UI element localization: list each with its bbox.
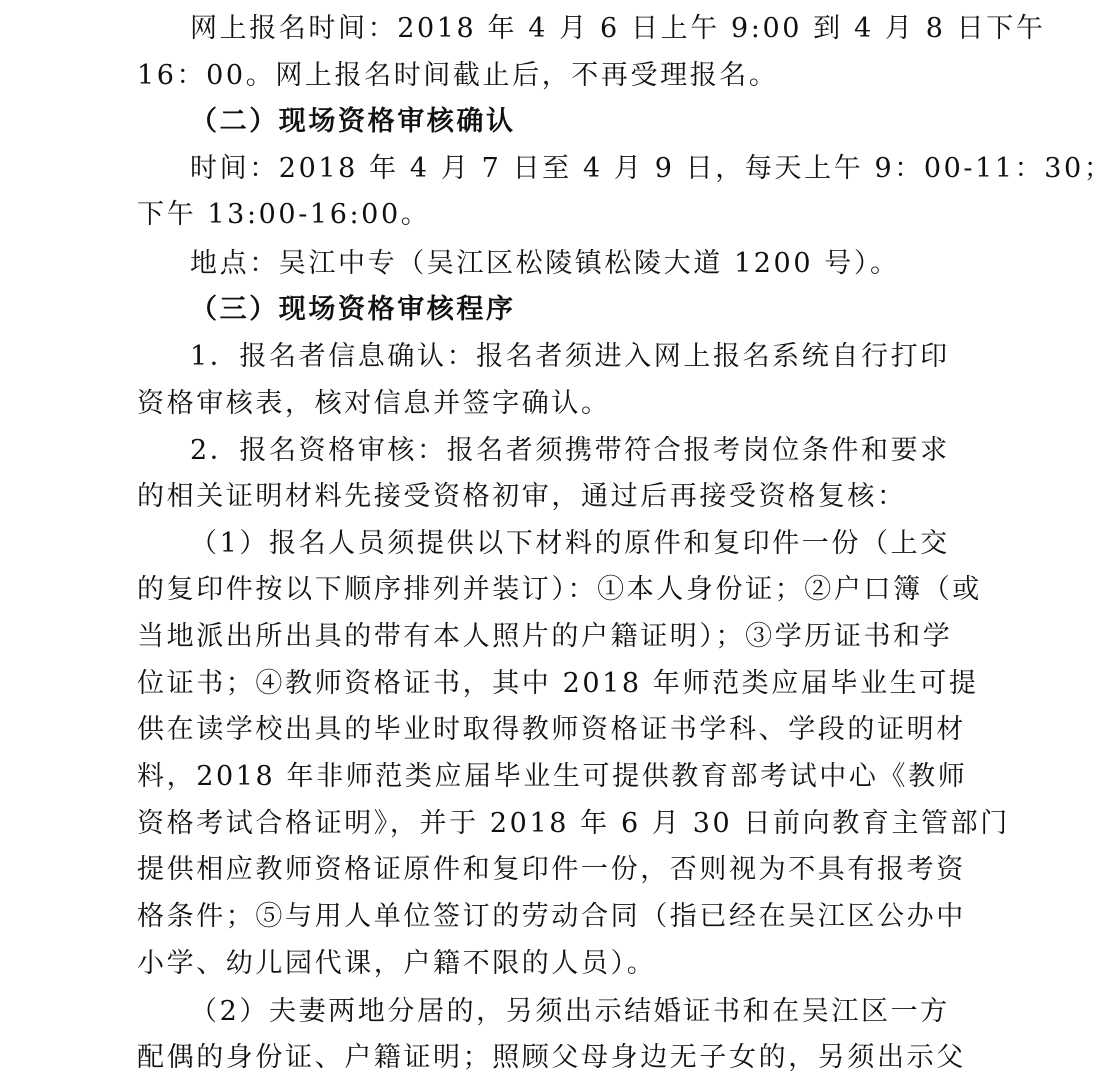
text-line: （2）夫妻两地分居的，另须出示结婚证书和在吴江区一方 [190,996,950,1027]
text-line: 2．报名资格审核：报名者须携带符合报考岗位条件和要求 [190,435,950,466]
text-line: 位证书；④教师资格证书，其中 2018 年师范类应届毕业生可提 [137,668,979,699]
text-line: 时间：2018 年 4 月 7 日至 4 月 9 日，每天上午 9：00-11：30； [190,153,1113,184]
text-line: 地点：吴江中专（吴江区松陵镇松陵大道 1200 号）。 [190,248,900,279]
text-line: 16：00。网上报名时间截止后，不再受理报名。 [137,60,779,91]
text-line: 资格考试合格证明》，并于 2018 年 6 月 30 日前向教育主管部门 [137,808,1010,839]
text-line: 提供相应教师资格证原件和复印件一份，否则视为不具有报考资 [137,854,966,885]
text-line: 配偶的身份证、户籍证明；照顾父母身边无子女的，另须出示父 [137,1042,966,1073]
text-line: （1）报名人员须提供以下材料的原件和复印件一份（上交 [190,528,950,559]
section-heading: （二）现场资格审核确认 [190,106,516,137]
text-line: 的相关证明材料先接受资格初审，通过后再接受资格复核： [137,481,907,512]
text-line: 小学、幼儿园代课，户籍不限的人员）。 [137,948,657,979]
text-line: 供在读学校出具的毕业时取得教师资格证书学科、学段的证明材 [137,714,966,745]
text-line: 的复印件按以下顺序排列并装订）：①本人身份证；②户口簿（或 [137,574,982,605]
text-line: 格条件；⑤与用人单位签订的劳动合同（指已经在吴江区公办中 [137,901,966,932]
text-line: 下午 13:00-16:00。 [137,199,431,230]
section-heading: （三）现场资格审核程序 [190,294,516,325]
text-line: 1．报名者信息确认：报名者须进入网上报名系统自行打印 [190,341,950,372]
text-line: 当地派出所出具的带有本人照片的户籍证明）；③学历证书和学 [137,621,953,652]
text-line: 网上报名时间：2018 年 4 月 6 日上午 9:00 到 4 月 8 日下午 [190,13,1046,44]
text-line: 资格审核表，核对信息并签字确认。 [137,388,611,419]
text-line: 料，2018 年非师范类应届毕业生可提供教育部考试中心《教师 [137,761,968,792]
